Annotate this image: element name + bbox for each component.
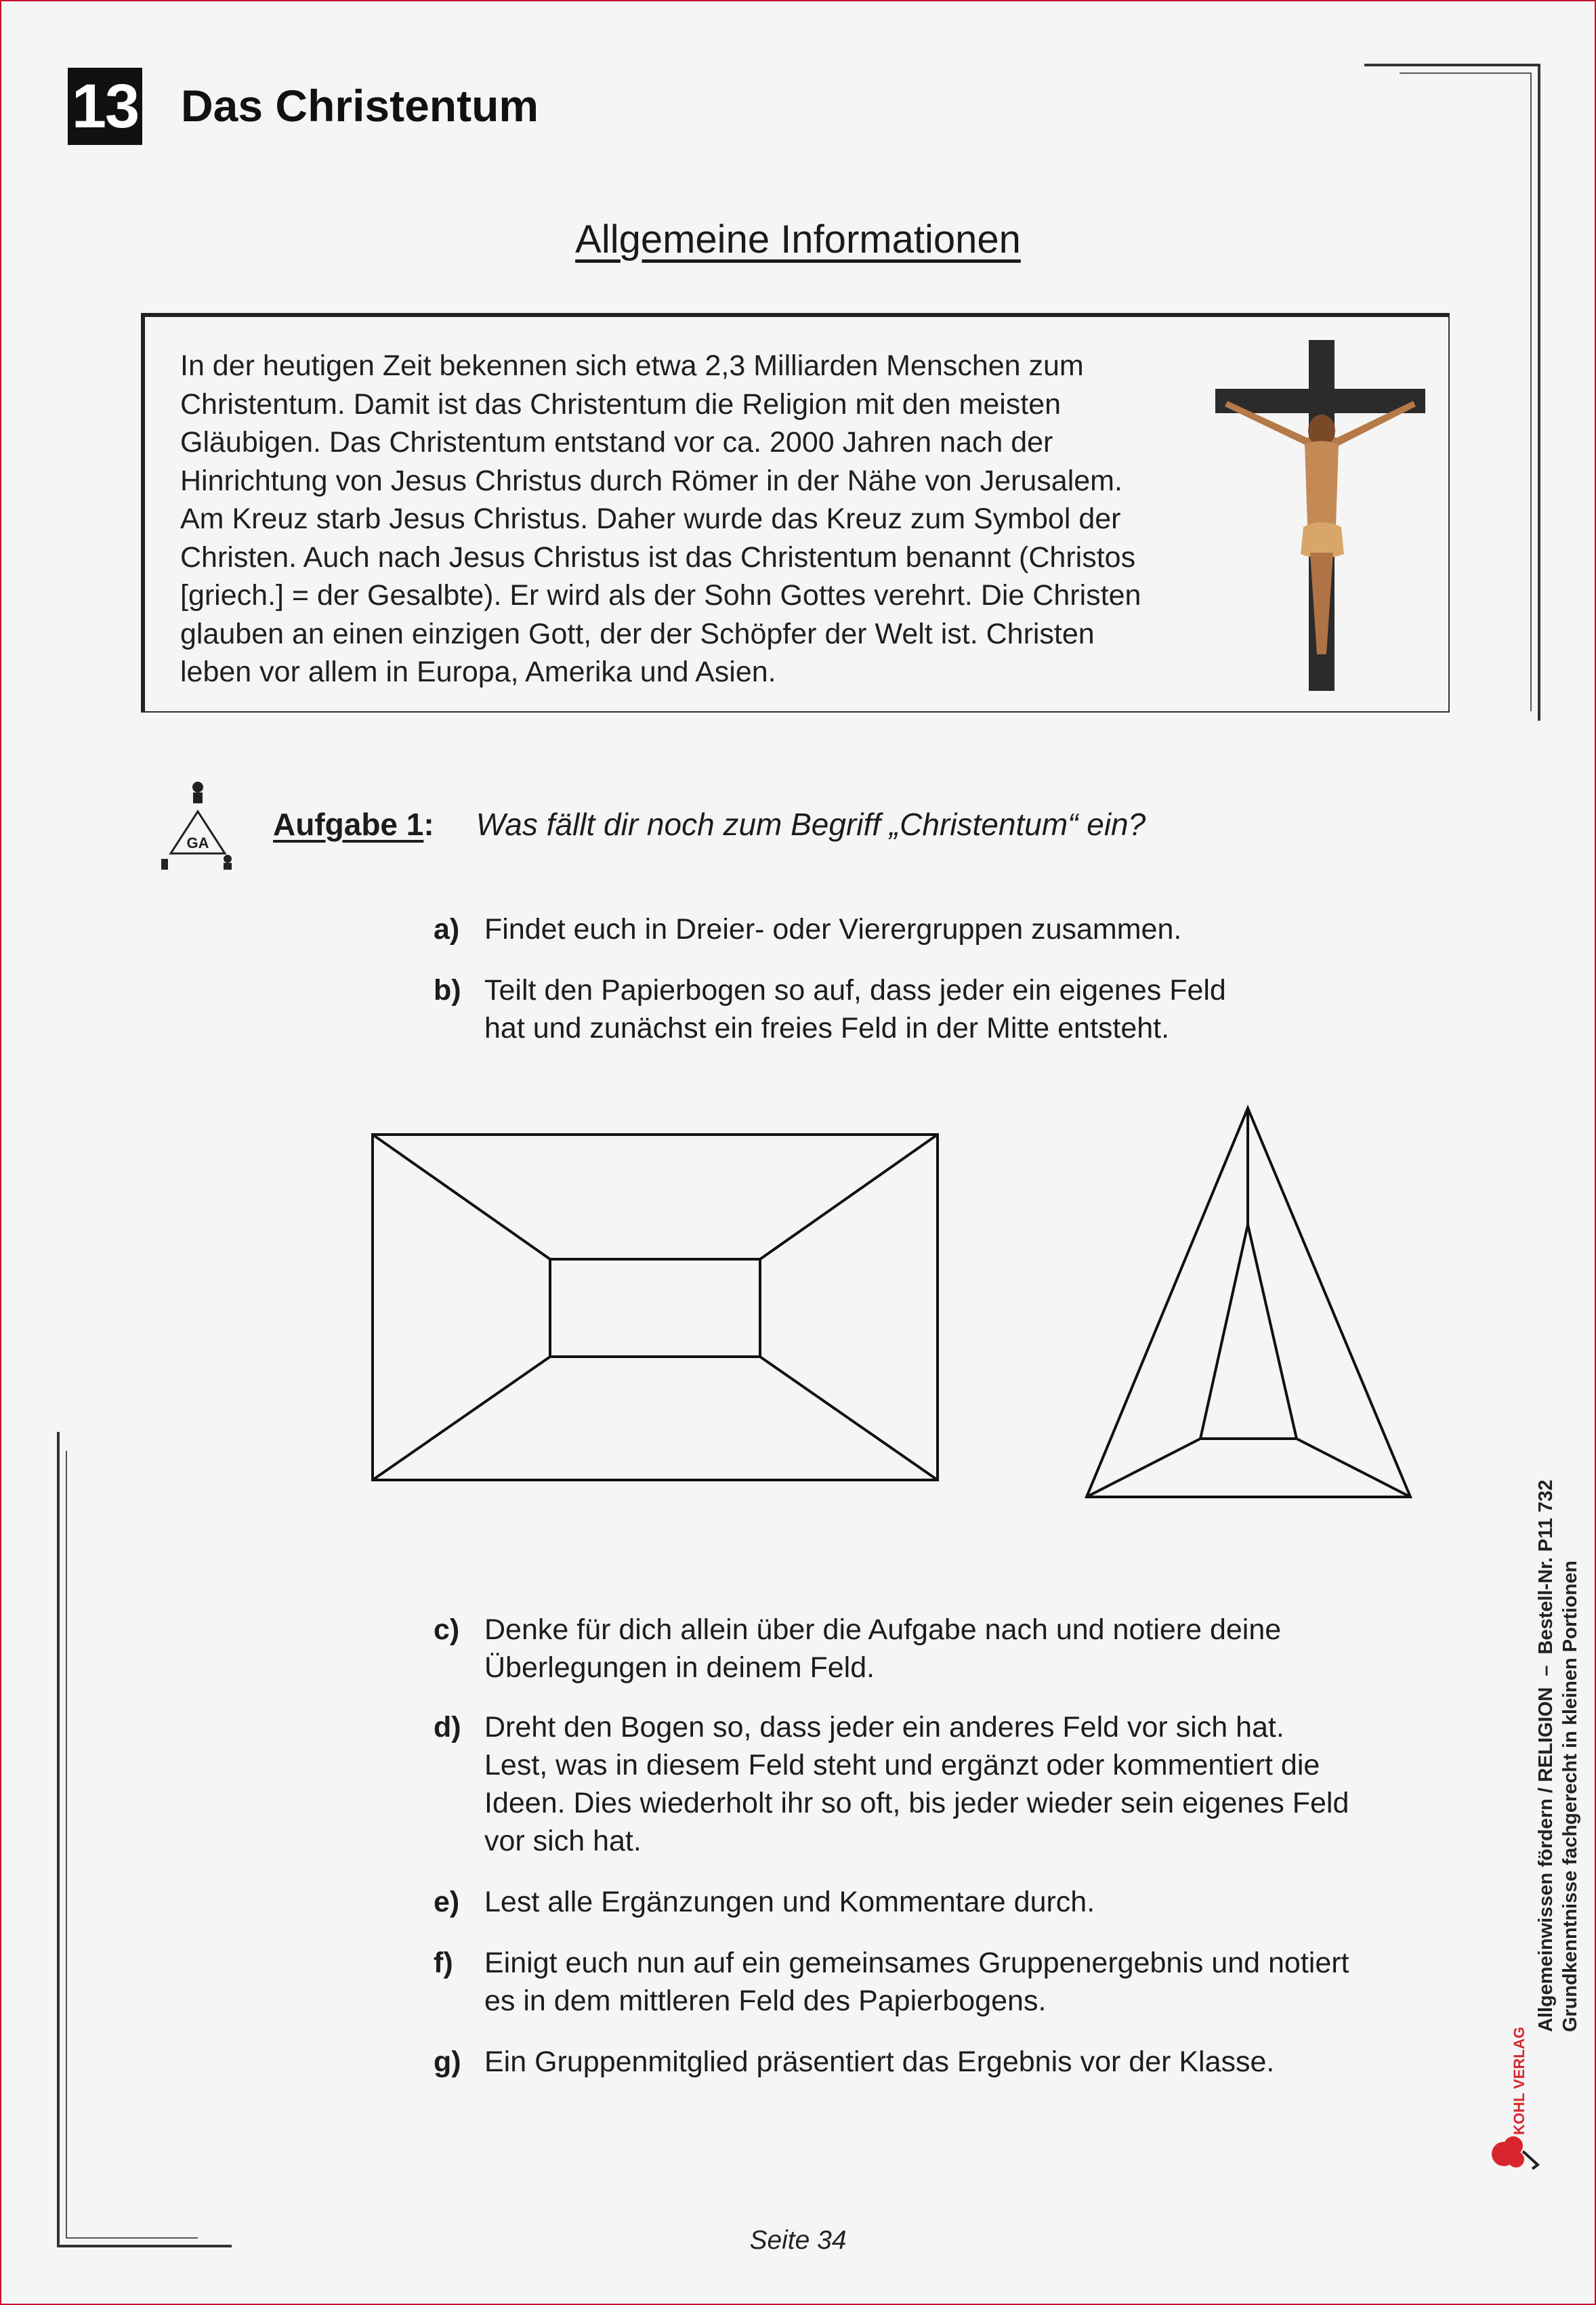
task-question: Was fällt dir noch zum Begriff „Christentum“ ein? [476, 807, 1146, 842]
info-box [141, 313, 1450, 713]
side-imprint-line1: Allgemeinwissen fördern / RELIGION – Bestell-Nr. P11 732 [1535, 1479, 1557, 2032]
step-d: d) Dreht den Bogen so, dass jeder ein anderes Feld vor sich hat. Lest, was in diesem Feld steht und ergänzt oder kommentiert die Ideen. Dies wiederholt ihr so oft, bis jeder wieder sein eigenes Feld vor sich hat. [434, 1711, 1349, 1857]
step-f: f) Einigt euch nun auf ein gemeinsames Gruppenergebnis und notiert es in dem mittleren Feld des Papierbogens. [434, 1947, 1349, 2017]
info-line: Hinrichtung von Jesus Christus durch Römer in der Nähe von Jerusalem. [180, 464, 1122, 497]
info-line: Gläubigen. Das Christentum entstand vor ca. 2000 Jahren nach der [180, 426, 1053, 459]
info-line: [griech.] = der Gesalbte). Er wird als der Sohn Gottes verehrt. Die Christen [180, 579, 1141, 612]
task-heading [273, 806, 1146, 843]
info-line: Christentum. Damit ist das Christentum die Religion mit den meisten [180, 387, 1062, 421]
info-text [180, 347, 1210, 692]
info-line: leben vor allem in Europa, Amerika und Asien. [180, 656, 776, 688]
info-line: Am Kreuz starb Jesus Christus. Daher wurde das Kreuz zum Symbol der [180, 503, 1121, 535]
step-c: c) Denke für dich allein über die Aufgabe nach und notiere deine Überlegungen in deinem Feld. [434, 1613, 1282, 1684]
step-b: b) Teilt den Papierbogen so auf, dass jeder ein eigenes Feld hat und zunächst ein freies Feld in der Mitte entsteht. [434, 974, 1226, 1044]
info-line: glauben an einen einzigen Gott, der der Schöpfer der Welt ist. Christen [180, 617, 1095, 650]
step-g: g) Ein Gruppenmitglied präsentiert das Ergebnis vor der Klasse. [434, 2046, 1275, 2078]
step-a: a) Findet euch in Dreier- oder Vierergruppen zusammen. [434, 913, 1182, 946]
section-title: Allgemeine Informationen [575, 217, 1021, 261]
rectangle-field-diagram [366, 1128, 944, 1487]
corner-frame-bottom-left [47, 1422, 244, 2256]
group-work-icon [157, 779, 238, 872]
task-label: Aufgabe 1: [273, 807, 434, 842]
info-line: In der heutigen Zeit bekennen sich etwa 2,3 Milliarden Menschen zum [180, 350, 1084, 382]
chapter-number: 13 [68, 68, 142, 145]
triangle-field-diagram [1081, 1104, 1413, 1504]
page-number: Seite 34 [749, 2226, 847, 2255]
chapter-title: Das Christentum [181, 81, 539, 131]
group-work-icon-label: GA [186, 834, 209, 851]
publisher-name: KOHL VERLAG [1511, 2027, 1528, 2135]
info-line: Christen. Auch nach Jesus Christus ist das Christentum benannt (Christos [180, 541, 1136, 574]
crucifix-image [1209, 336, 1432, 695]
side-imprint [1534, 1300, 1582, 2032]
step-e: e) Lest alle Ergänzungen und Kommentare durch. [434, 1886, 1095, 1918]
side-imprint-line2: Grundkenntnisse fachgerecht in kleinen Portionen [1559, 1560, 1581, 2032]
publisher-logo [1485, 2018, 1550, 2174]
